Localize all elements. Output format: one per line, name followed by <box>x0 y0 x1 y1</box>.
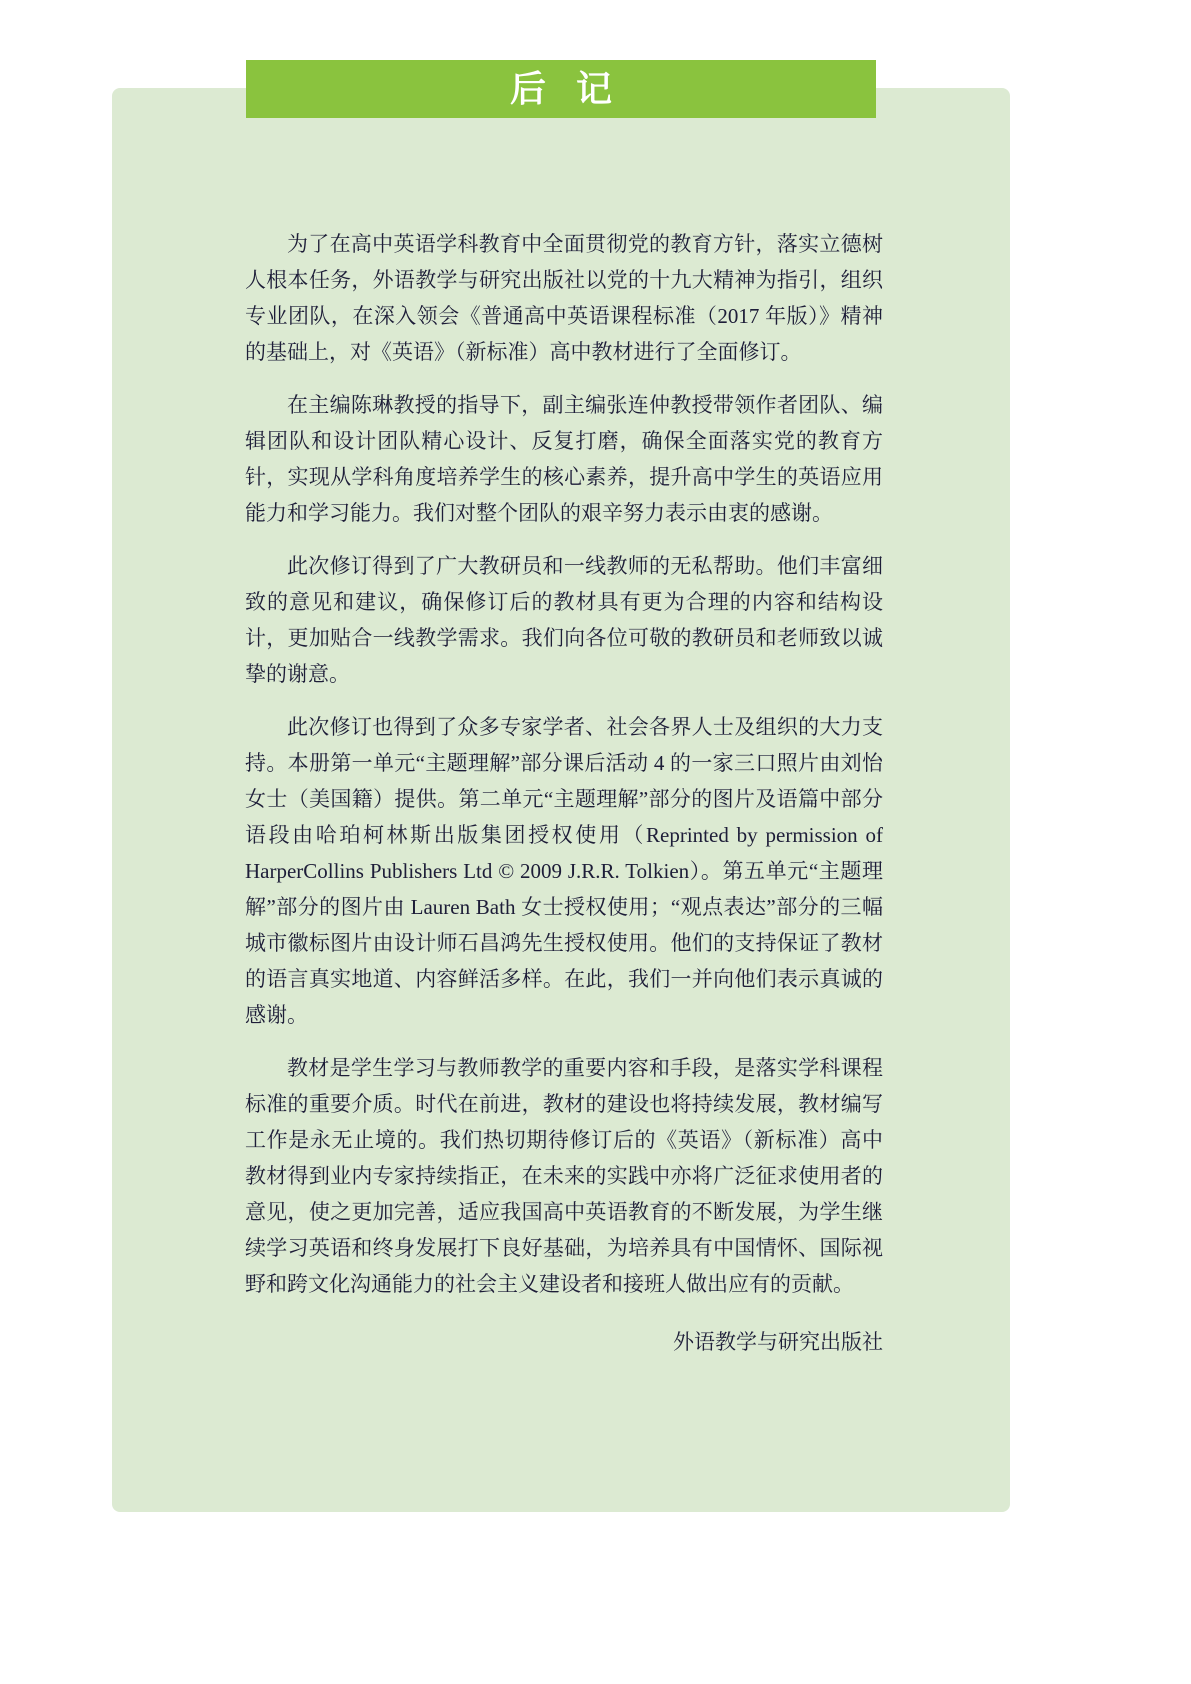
body-paragraph: 为了在高中英语学科教育中全面贯彻党的教育方针，落实立德树人根本任务，外语教学与研究出版社以党的十九大精神为指引，组织专业团队，在深入领会《普通高中英语课程标准（2017 年版）》精神的基础上，对《英语》（新标准）高中教材进行了全面修订。 <box>245 232 883 364</box>
afterword-content <box>245 226 883 1360</box>
page-title: 后 记 <box>509 68 622 109</box>
body-paragraph: 在主编陈琳教授的指导下，副主编张连仲教授带领作者团队、编辑团队和设计团队精心设计、反复打磨，确保全面落实党的教育方针，实现从学科角度培养学生的核心素养，提升高中学生的英语应用能力和学习能力。我们对整个团队的艰辛努力表示由衷的感谢。 <box>245 393 883 525</box>
body-paragraph: 教材是学生学习与教师教学的重要内容和手段，是落实学科课程标准的重要介质。时代在前进，教材的建设也将持续发展，教材编写工作是永无止境的。我们热切期待修订后的《英语》（新标准）高中教材得到业内专家持续指正，在未来的实践中亦将广泛征求使用者的意见，使之更加完善，适应我国高中英语教育的不断发展，为学生继续学习英语和终身发展打下良好基础，为培养具有中国情怀、国际视野和跨文化沟通能力的社会主义建设者和接班人做出应有的贡献。 <box>245 1056 883 1296</box>
publisher-signature: 外语教学与研究出版社 <box>673 1330 883 1354</box>
body-paragraph: 此次修订得到了广大教研员和一线教师的无私帮助。他们丰富细致的意见和建议，确保修订后的教材具有更为合理的内容和结构设计，更加贴合一线教学需求。我们向各位可敬的教研员和老师致以诚挚的谢意。 <box>245 554 883 686</box>
body-paragraph: 此次修订也得到了众多专家学者、社会各界人士及组织的大力支持。本册第一单元“主题理解”部分课后活动 4 的一家三口照片由刘怡女士（美国籍）提供。第二单元“主题理解”部分的图片及语篇中部分语段由哈珀柯林斯出版集团授权使用（Reprinted by permission of HarperCollins Publishers Ltd © 2009 J.R.R. Tolkien）。第五单元“主题理解”部分的图片由 Lauren Bath 女士授权使用；“观点表达”部分的三幅城市徽标图片由设计师石昌鸿先生授权使用。他们的支持保证了教材的语言真实地道、内容鲜活多样。在此，我们一并向他们表示真诚的感谢。 <box>245 715 883 1027</box>
afterword-header-bar <box>246 60 876 118</box>
